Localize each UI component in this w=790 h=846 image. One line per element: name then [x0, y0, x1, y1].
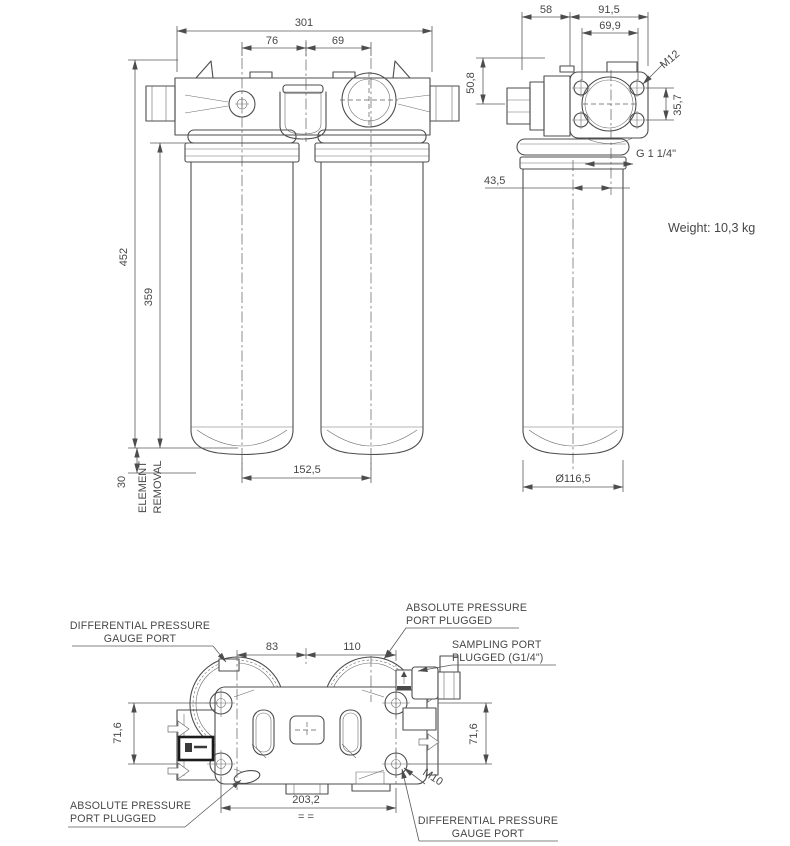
front-view-filter-bowls — [185, 143, 429, 455]
label-abs-pressure-bottom-line1: ABSOLUTE PRESSURE — [70, 800, 192, 812]
label-diff-pressure-top-line2: GAUGE PORT — [103, 633, 177, 645]
side-view-centerlines — [573, 70, 637, 470]
label-sampling-port-line1: SAMPLING PORT — [452, 639, 542, 651]
label-sampling-port-line2: PLUGGED (G1/4") — [452, 652, 544, 664]
front-view-head-outline — [146, 61, 459, 143]
label-diff-pressure-bottom-line1: DIFFERENTIAL PRESSURE — [417, 815, 559, 827]
thread-main-port: G 1 1/4" — [636, 148, 676, 160]
dim-mount-spacing: 203,2 — [292, 794, 320, 806]
dim-port-left: 76 — [265, 35, 279, 47]
dim-flange-width: 91,5 — [598, 4, 620, 16]
element-removal-label-line1: ELEMENT — [137, 461, 149, 513]
label-abs-pressure-bottom-line2: PORT PLUGGED — [70, 813, 157, 825]
flow-arrow-icon — [168, 763, 189, 779]
dim-top-to-port: 50,8 — [465, 72, 477, 94]
dim-port-spacing-left: 83 — [265, 641, 279, 653]
label-abs-pressure-top-line1: ABSOLUTE PRESSURE — [406, 602, 528, 614]
nameplate-logo-icon — [185, 743, 192, 752]
bottom-view-left-bracket — [168, 710, 215, 780]
dim-axis-offset: 43,5 — [484, 175, 506, 187]
weight-note: Weight: 10,3 kg — [668, 221, 756, 235]
bottom-view — [68, 602, 558, 841]
diff-gauge-port-boss — [219, 659, 239, 671]
label-abs-pressure-top-line2: PORT PLUGGED — [406, 615, 493, 627]
side-view-head-outline — [507, 62, 648, 155]
dim-element-removal: 30 — [116, 475, 128, 489]
thread-studs: M10 — [420, 766, 445, 789]
dim-bolt-spacing-v: 35,7 — [672, 94, 684, 116]
dim-total-height: 452 — [118, 247, 130, 267]
front-view-centerlines — [242, 40, 371, 470]
dim-port-right: 69 — [331, 35, 345, 47]
side-view — [465, 4, 684, 492]
dim-bowl-diameter: Ø116,5 — [555, 473, 591, 485]
label-diff-pressure-top-line1: DIFFERENTIAL PRESSURE — [69, 620, 211, 632]
dim-side-right: 71,6 — [468, 723, 480, 745]
front-view — [116, 17, 459, 513]
dim-depth-front: 58 — [539, 4, 553, 16]
nameplate — [179, 737, 213, 760]
element-removal-label-line2: REMOVAL — [152, 460, 164, 514]
symmetry-marks: = = — [298, 811, 314, 823]
dim-bolt-spacing-h: 69,9 — [599, 20, 621, 32]
bottom-view-body — [207, 687, 427, 794]
dim-bowl-spacing: 152,5 — [293, 464, 321, 476]
flow-arrow-icon — [168, 721, 189, 737]
front-view-dimensions — [116, 17, 432, 513]
dim-bowl-height: 359 — [143, 287, 155, 307]
thread-flange-bolts: M12 — [658, 48, 683, 72]
label-diff-pressure-bottom-line2: GAUGE PORT — [451, 828, 525, 840]
dim-total-width: 301 — [294, 17, 314, 29]
dim-side-left: 71,6 — [112, 722, 124, 744]
dim-port-spacing-right: 110 — [343, 641, 361, 653]
side-view-dimensions — [465, 4, 684, 492]
